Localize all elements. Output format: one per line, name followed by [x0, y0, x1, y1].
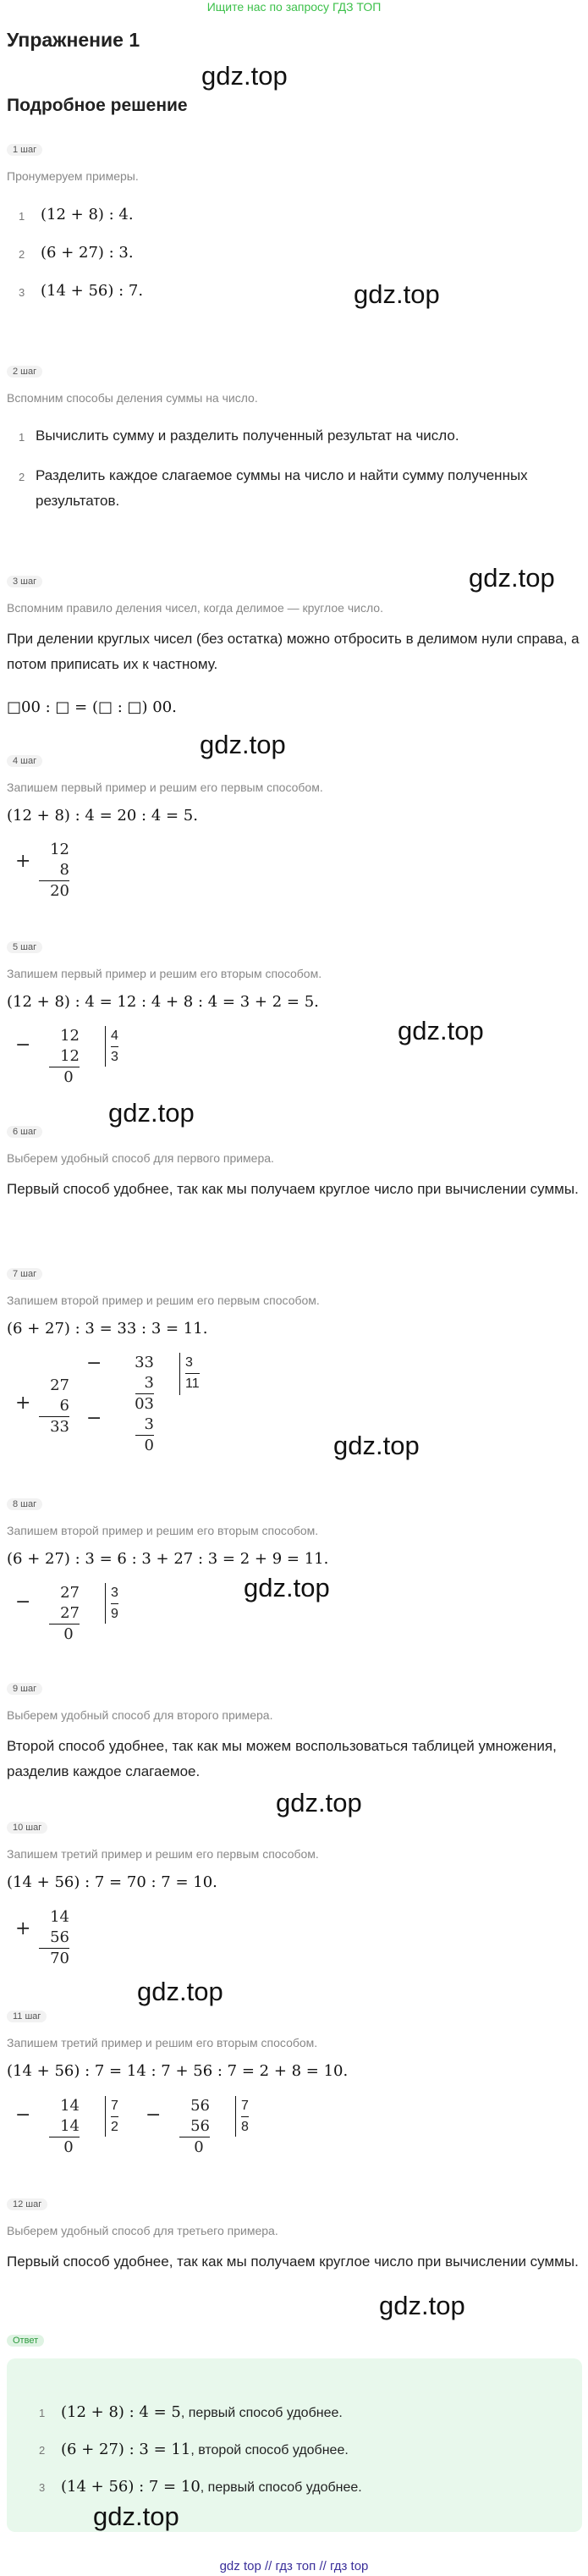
- remainder: 0: [63, 1068, 74, 1086]
- rule-text: При делении круглых чисел (без остатка) можно отбросить в делимом нули справа, а потом приписать их к частному.: [7, 631, 580, 672]
- list-number: 2: [19, 471, 25, 483]
- remainder: 0: [194, 2138, 204, 2156]
- subtrahend: 3: [135, 1415, 154, 1436]
- minus-sign: −: [15, 2104, 31, 2126]
- step-label: 11 шаг: [7, 2011, 47, 2022]
- answer-item: [61, 2438, 349, 2463]
- step-description: Запишем второй пример и решим его первым способом.: [7, 1294, 320, 1307]
- minus-sign: −: [146, 2104, 162, 2126]
- long-division: [49, 1583, 80, 1645]
- example-2: (6 + 27) : 3.: [41, 244, 134, 262]
- step-label: 9 шаг: [7, 1683, 42, 1695]
- partial: 03: [135, 1395, 154, 1413]
- list-number: 3: [39, 2481, 46, 2494]
- subtrahend: 3: [135, 1373, 154, 1394]
- quotient: 3: [111, 1050, 118, 1064]
- quotient: 8: [241, 2120, 249, 2134]
- plus-sign: +: [15, 1393, 31, 1414]
- subtrahend: 56: [179, 2116, 210, 2137]
- step-description: Запишем второй пример и решим его вторым способом.: [7, 1524, 319, 1537]
- step-label: 7 шаг: [7, 1268, 42, 1280]
- dividend: 14: [60, 2097, 80, 2115]
- minus-sign: −: [86, 1408, 102, 1429]
- step-description: Пронумеруем примеры.: [7, 169, 139, 183]
- remainder: 0: [144, 1437, 154, 1454]
- list-item: Вычислить сумму и разделить полученный результат на число.: [36, 427, 459, 444]
- step-description: Выберем удобный способ для первого примера.: [7, 1151, 274, 1165]
- division-divisor: [105, 2096, 118, 2137]
- subtrahend: 12: [49, 1046, 80, 1067]
- example-1: (12 + 8) : 4.: [41, 206, 134, 223]
- divisor: 3: [111, 1583, 118, 1604]
- step-formula: (6 + 27) : 3 = 33 : 3 = 11.: [7, 1320, 208, 1338]
- column-addition: [39, 1907, 69, 1969]
- remainder: 0: [63, 2138, 74, 2156]
- step-description: Выберем удобный способ для второго примера.: [7, 1708, 273, 1722]
- step-formula: (14 + 56) : 7 = 14 : 7 + 56 : 7 = 2 + 8 = 10.: [7, 2062, 349, 2080]
- plus-sign: +: [15, 1918, 31, 1939]
- minus-sign: −: [15, 1034, 31, 1056]
- step-label: 2 шаг: [7, 366, 42, 378]
- column-addition: [39, 1376, 69, 1437]
- footer-separator: //: [319, 2559, 327, 2573]
- step-label: 12 шаг: [7, 2198, 47, 2210]
- list-number: 1: [19, 431, 25, 444]
- subtrahend: 27: [49, 1603, 80, 1624]
- step-formula: (6 + 27) : 3 = 6 : 3 + 27 : 3 = 2 + 9 = 11.: [7, 1550, 329, 1568]
- watermark: gdz.top: [276, 1788, 362, 1818]
- addend: 12: [50, 841, 69, 858]
- dividend: 33: [135, 1354, 154, 1371]
- division-divisor: [179, 1353, 200, 1395]
- addend: 8: [39, 860, 69, 881]
- step-description: Запишем первый пример и решим его первым способом.: [7, 781, 323, 794]
- watermark: gdz.top: [244, 1573, 330, 1602]
- watermark: gdz.top: [379, 2291, 465, 2320]
- minus-sign: −: [15, 1591, 31, 1613]
- answer-expr: (6 + 27) : 3 = 11: [61, 2441, 191, 2458]
- division-divisor: [105, 1026, 118, 1067]
- long-division: [179, 2096, 210, 2158]
- divisor: 7: [241, 2096, 249, 2117]
- list-number: 1: [19, 210, 25, 223]
- footer-separator: //: [264, 2559, 272, 2573]
- dividend: 56: [190, 2097, 210, 2115]
- list-number: 3: [19, 286, 25, 299]
- quotient: 11: [185, 1376, 200, 1391]
- watermark: gdz.top: [93, 2502, 179, 2531]
- addend: 14: [50, 1908, 69, 1926]
- dividend: 12: [60, 1027, 80, 1045]
- answer-text: , первый способ удобнее.: [180, 2406, 343, 2420]
- footer-links: [0, 2559, 588, 2573]
- list-number: 2: [39, 2444, 46, 2457]
- footer-link[interactable]: gdz top: [219, 2559, 261, 2573]
- list-number: 2: [19, 248, 25, 261]
- watermark: gdz.top: [469, 563, 555, 593]
- long-division: [49, 1026, 80, 1088]
- list-item: Разделить каждое слагаемое суммы на число и найти сумму полученных результатов.: [36, 467, 528, 509]
- step-label: 5 шаг: [7, 941, 42, 953]
- footer-link[interactable]: гдз top: [329, 2559, 369, 2573]
- page-title: Упражнение 1: [7, 29, 140, 51]
- conclusion-text: Первый способ удобнее, так как мы получаем круглое число при вычислении суммы.: [7, 2253, 579, 2270]
- long-division: [49, 2096, 80, 2158]
- long-division: [124, 1353, 154, 1456]
- watermark: gdz.top: [137, 1977, 223, 2006]
- footer-link[interactable]: гдз топ: [275, 2559, 316, 2573]
- watermark: gdz.top: [201, 61, 288, 91]
- answer-expr: (12 + 8) : 4 = 5: [61, 2403, 181, 2421]
- sum: 33: [50, 1418, 69, 1436]
- divisor: 3: [185, 1353, 200, 1374]
- division-divisor: [105, 1583, 118, 1624]
- step-label: 1 шаг: [7, 144, 42, 156]
- step-label: 3 шаг: [7, 576, 42, 587]
- answer-item: [61, 2401, 343, 2426]
- step-description: Запишем первый пример и решим его вторым способом.: [7, 967, 322, 980]
- step-label: 8 шаг: [7, 1498, 42, 1510]
- step-label: 10 шаг: [7, 1822, 47, 1834]
- column-addition: [39, 840, 69, 902]
- plus-sign: +: [15, 851, 31, 872]
- list-number: 1: [39, 2407, 46, 2419]
- divisor: 4: [111, 1026, 118, 1047]
- addend: 27: [50, 1376, 69, 1394]
- answer-text: , первый способ удобнее.: [200, 2480, 362, 2495]
- minus-sign: −: [86, 1353, 102, 1374]
- addend: 6: [39, 1396, 69, 1417]
- answer-expr: (14 + 56) : 7 = 10: [61, 2478, 201, 2496]
- division-divisor: [235, 2096, 249, 2137]
- sum: 70: [50, 1950, 69, 1967]
- rule-formula: □00 : □ = (□ : □) 00.: [7, 698, 177, 716]
- answer-item: [61, 2475, 362, 2501]
- step-formula: (14 + 56) : 7 = 70 : 7 = 10.: [7, 1873, 217, 1891]
- step-formula: (12 + 8) : 4 = 20 : 4 = 5.: [7, 807, 198, 825]
- top-promo-note: Ищите нас по запросу ГДЗ ТОП: [206, 0, 382, 14]
- quotient: 9: [111, 1607, 118, 1621]
- divisor: 7: [111, 2096, 118, 2117]
- answer-badge: Ответ: [7, 2335, 44, 2347]
- step-label: 4 шаг: [7, 755, 42, 767]
- step-description: Выберем удобный способ для третьего примера.: [7, 2224, 278, 2237]
- watermark: gdz.top: [354, 279, 440, 309]
- sum: 20: [50, 882, 69, 900]
- addend: 56: [39, 1928, 69, 1949]
- quotient: 2: [111, 2120, 118, 2134]
- step-description: Вспомним способы деления суммы на число.: [7, 391, 258, 405]
- watermark: gdz.top: [333, 1431, 420, 1460]
- dividend: 27: [60, 1584, 80, 1602]
- watermark: gdz.top: [200, 730, 286, 759]
- step-description: Вспомним правило деления чисел, когда делимое — круглое число.: [7, 601, 383, 615]
- conclusion-text: Первый способ удобнее, так как мы получаем круглое число при вычислении суммы.: [7, 1181, 579, 1197]
- step-label: 6 шаг: [7, 1126, 42, 1138]
- watermark: gdz.top: [398, 1016, 484, 1045]
- example-3: (14 + 56) : 7.: [41, 282, 144, 300]
- watermark: gdz.top: [108, 1098, 195, 1128]
- answer-text: , второй способ удобнее.: [190, 2443, 349, 2457]
- step-description: Запишем третий пример и решим его первым способом.: [7, 1847, 319, 1861]
- subtrahend: 14: [49, 2116, 80, 2137]
- step-description: Запишем третий пример и решим его вторым способом.: [7, 2036, 318, 2049]
- step-formula: (12 + 8) : 4 = 12 : 4 + 8 : 4 = 3 + 2 = 5.: [7, 993, 319, 1011]
- remainder: 0: [63, 1625, 74, 1643]
- section-title: Подробное решение: [7, 96, 188, 115]
- conclusion-text: Второй способ удобнее, так как мы можем воспользоваться таблицей умножения, разделив каждое слагаемое.: [7, 1738, 557, 1779]
